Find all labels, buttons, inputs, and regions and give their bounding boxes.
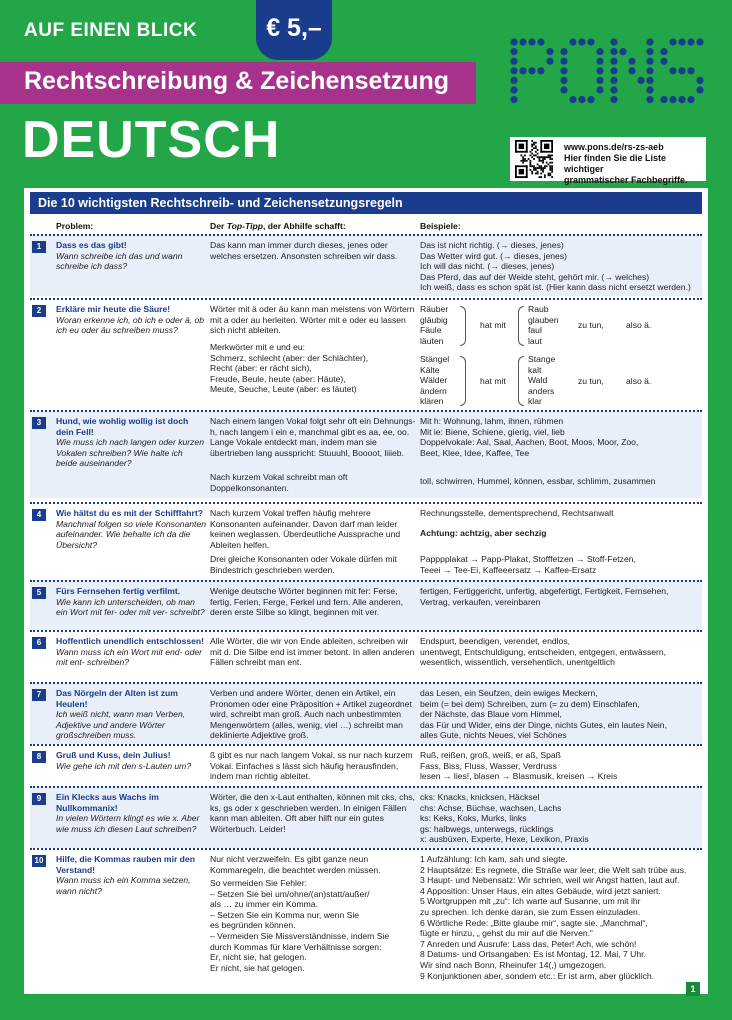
row-problem: Hoffentlich unendlich entschlossen! Wann muss ich ein Wort mit end- oder mit ent- schreiben? [56,636,205,668]
row-examples: cks: Knacks, knicksen, Häcksel chs: Achse, Büchse, wachsen, Lachs ks: Keks, Koks, Murks, links gs: halbwegs, unterwegs, rücklings x: ausbüxen, Experte, Hexe, Lexikon, Praxis [420,792,589,845]
row-examples: 1 Aufzählung: Ich kam, sah und siegte. 2 Hauptsätze: Es regnete, die Straße war leer, die Welt sah trübe aus. 3 Haupt- und Nebensatz: Wir schrien, weil wir Angst hatten, laut auf. 4 Apposition: Unser Haus, ein altes Gebäude, wird jetzt saniert. 5 Wortgruppen mit „zu“: Ich warte auf Susanne, um mit ihr zu sprechen. Ich denke daran, sie zum Essen einzuladen. 6 Wörtliche Rede: „Bitte glaube mir“, sagte sie. „Manchmal“, fügte er hinzu, „ gehst du mir auf die Nerven.“ 7 Anreden und Ausrufe: Lass das, Peter! Ach, wie schön! 8 Datums- und Ortsangaben: Es ist Montag, 12. Mai, 7 Uhr. Wir sind nach Bonn, Rheinufer 14(,) umgezogen. 9 Konjunktionen aber, sondern etc.: Er ist arm, aber glücklich. [420,854,687,981]
brace [460,356,466,406]
subtitle: Rechtschreibung & Zeichensetzung [24,67,450,95]
example-group-2a: Stängel Kälte Wälder ändern klären [420,354,450,407]
table-row [30,630,702,682]
row-tip: Wenige deutsche Wörter beginnen mit fer: Ferse, fertig, Ferien, Ferge, Ferkel und fern. Alle anderen, deren erste Silbe so klingt, beginnen mit ver. [210,586,403,618]
row-number: 9 [32,793,46,805]
row-number: 7 [32,689,46,701]
table-row [30,502,702,582]
table-row [30,744,702,786]
row-tip: Wörter, die den x-Laut enthalten, können mit cks, chs, ks, gs oder x geschrieben werden. In einigen Fällen kann man ableiten. Oft aber hilft nur ein gutes Wörterbuch. Leider! [210,792,415,834]
table-title: Die 10 wichtigsten Rechtschreib- und Zeichensetzungsregeln [30,192,702,214]
table-row [30,786,702,848]
row-number: 4 [32,509,46,521]
row-tip-2: So vermeiden Sie Fehler: – Setzen Sie bei um/ohne/(an)statt/außer/ als … zu immer ein Komma. – Setzen Sie ein Komma nur, wenn Sie es begründen können. – Vermeiden Sie Missverständnisse, indem Sie durch Kommas für klare Verhältnisse sorgen: Er, nicht sie, hat gelogen. Er nicht, sie hat gelogen. [210,878,390,973]
example-group-1a: Räuber gläubig Fäule läuten [420,304,449,346]
page-title: DEUTSCH [22,111,281,169]
page-number: 1 [686,982,700,996]
col-examples: Beispiele: [420,221,461,231]
row-tip-2: Merkwörter mit e und eu: Schmerz, schlecht (aber: der Schlächter), Recht (aber: er rächt sich), Freude, Beule, heute (aber: Häute), Meute, Seuche, Leute (aber: es läutet) [210,342,369,395]
zu-tun: zu tun, [578,320,604,330]
row-number: 1 [32,241,46,253]
table-row [30,298,702,406]
row-number: 5 [32,587,46,599]
row-problem: Dass es das gibt! Wann schreibe ich das und wann schreibe ich dass? [56,240,183,272]
table-row [30,410,702,498]
qr-text [564,142,706,186]
brace [518,356,524,406]
table-row [30,848,702,994]
row-examples-3: Papppplakat → Papp-Plakat, Stofffetzen → Stoff-Fetzen, Teeei → Tee-Ei, Kaffeeersatz → Kaffee-Ersatz [420,554,636,575]
row-tip: ß gibt es nur nach langem Vokal, ss nur nach kurzem Vokal. Einfaches s lässt sich häufig herausfinden, indem man richtig ableitet. [210,750,413,782]
example-group-2b: Stange kalt Wald anders klar [528,354,556,407]
brace [518,306,524,346]
qr-code-icon[interactable] [515,140,553,178]
also-ae-2: also ä. [626,376,652,386]
row-problem: Hilfe, die Kommas rauben mir den Verstand! Wann muss ich ein Komma setzen, wann nicht? [56,854,195,896]
row-number: 10 [32,855,46,867]
row-examples: fertigen, Fertiggericht, unfertig, abgefertigt, Fertigkeit, Fernsehen, Vertrag, verkaufen, vereinbaren [420,586,669,607]
row-examples: das Lesen, ein Seufzen, dein ewiges Meckern, beim (= bei dem) Schreiben, zum (= zu dem) Einschlafen, der Nächste, das Blaue vom Himmel, das Für und Wider, eins der Dinge, nichts Gutes, ein lautes Nein, alles Gute, nichts Neues, viel Schönes [420,688,667,741]
row-problem: Erkläre mir heute die Säure! Woran erkenne ich, ob ich e oder ä, ob ich eu oder äu schreiben muss? [56,304,205,336]
row-tip-2: Drei gleiche Konsonanten oder Vokale dürfen mit Bindestrich geschrieben werden. [210,554,397,575]
header [0,0,732,200]
qr-info-box [510,137,706,185]
brace [460,306,466,346]
table-row [30,682,702,744]
row-tip: Nur nicht verzweifeln. Es gibt ganze neun Kommaregeln, die beachtet werden müssen. [210,854,381,875]
col-problem: Problem: [56,221,94,231]
pons-logo [508,36,710,106]
row-examples-2: toll, schwirren, Hummel, können, essbar, schlimm, zusammen [420,476,656,486]
row-tip: Alle Wörter, die wir von Ende ableiten, schreiben wir mit d. Die Silbe end ist immer betont. In allen anderen Fällen schreibt man ent. [210,636,415,668]
row-examples: Endspurt, beendigen, verendet, endlos, unentwegt, Entschuldigung, entscheiden, entgegen, entwässern, wesentlich, wissentlich, versehentlich, unentgeltlich [420,636,667,668]
hat-mit-2: hat mit [480,376,506,386]
price-badge: € 5,– [256,0,332,60]
row-problem: Ein Klecks aus Wachs im Nullkommanix! In vielen Wörtern klingt es wie x. Aber wie muss ich diesen Laut schreiben? [56,792,200,834]
row-problem: Gruß und Kuss, dein Julius! Wie gehe ich mit den s-Lauten um? [56,750,192,771]
row-tip: Wörter mit ä oder äu kann man meistens von Wörtern mit a oder au herleiten. Wörter mit e oder eu lassen sich nicht ableiten. [210,304,415,336]
rules-panel [24,188,708,994]
col-tipp: Der Top-Tipp, der Abhilfe schafft: [210,221,346,231]
row-problem: Wie hältst du es mit der Schifffahrt? Manchmal folgen so viele Konsonanten aufeinander. Wie behalte ich da die Übersicht? [56,508,207,550]
row-examples-2: Achtung: achtzig, aber sechzig [420,528,547,538]
series-label: AUF EINEN BLICK [24,20,198,41]
hat-mit: hat mit [480,320,506,330]
table-row [30,234,702,296]
row-examples: Ruß, reißen, groß, weiß, er aß, Spaß Fass, Biss, Fluss, Wasser, Verdruss lesen → lies!, blasen → Blasmusik, kreisen → Kreis [420,750,618,782]
row-number: 8 [32,751,46,763]
row-tip: Nach einem langen Vokal folgt sehr oft ein Dehnungs-h, nach langem i ein e, manchmal gibt es aa, ee, oo. Lange Vokale entdeckt man, indem man sie übertrieben lang ausspricht: Stuuuhl, Boooot, liiieb. [210,416,416,458]
row-number: 3 [32,417,46,429]
row-tip: Das kann man immer durch dieses, jenes oder welches ersetzen. Ansonsten schreiben wir dass. [210,240,398,261]
row-number: 2 [32,305,46,317]
qr-note-2: grammatischer Fachbegriffe. [564,175,688,185]
row-problem: Das Nörgeln der Alten ist zum Heulen! Ich weiß nicht, wann man Verben, Adjektive und andere Wörter großschreiben muss. [56,688,186,741]
row-tip-2: Nach kurzem Vokal schreibt man oft Doppelkonsonanten. [210,472,348,493]
row-problem: Fürs Fernsehen fertig verfilmt. Wie kann ich unterscheiden, ob man ein Wort mit fer- oder mit ver- schreibt? [56,586,205,618]
qr-note-1: Hier finden Sie die Liste wichtiger [564,153,667,174]
also-ae: also ä. [626,320,652,330]
row-tip: Nach kurzem Vokal treffen häufig mehrere Konsonanten aufeinander. Davon darf man leider keinen weglassen. Überdeutliche Aussprache und Ableiten helfen. [210,508,401,550]
zu-tun-2: zu tun, [578,376,604,386]
row-examples: Mit h: Wohnung, lahm, ihnen, rühmen Mit ie: Biene, Schiene, gierig, viel, lieb Doppelvokale: Aal, Saal, Aachen, Boot, Moos, Moor, Zoo, Beet, Klee, Idee, Kaffee, Tee [420,416,639,458]
example-group-1b: Raub glauben faul laut [528,304,559,346]
row-examples: Rechnungsstelle, dementsprechend, Rechtsanwalt [420,508,614,518]
row-number: 6 [32,637,46,649]
qr-url[interactable]: www.pons.de/rs-zs-aeb [564,142,664,152]
row-examples: Das ist nicht richtig. (→ dieses, jenes) Das Wetter wird gut. (→ dieses, jenes) Ich will das nicht. (→ dieses, jenes) Das Pferd, das auf der Weide steht, gehört mir. (→ welches) Ich weiß, dass es schon spät ist. (Hier kann dass nicht ersetzt werden.) [420,240,691,293]
row-tip: Verben und andere Wörter, denen ein Artikel, ein Pronomen oder eine Präposition + Artikel zugeordnet wird, schreibt man groß. Auch nach unbestimmten Mengenwörtern (alles, wenig, viel …) schreibt man deklinierte Adjektive groß. [210,688,412,741]
table-row [30,580,702,630]
row-problem: Hund, wie wohlig wollig ist doch dein Fell! Wie muss ich nach langen oder kurzen Vokalen schreiben? Wie halte ich beide auseinander? [56,416,205,469]
